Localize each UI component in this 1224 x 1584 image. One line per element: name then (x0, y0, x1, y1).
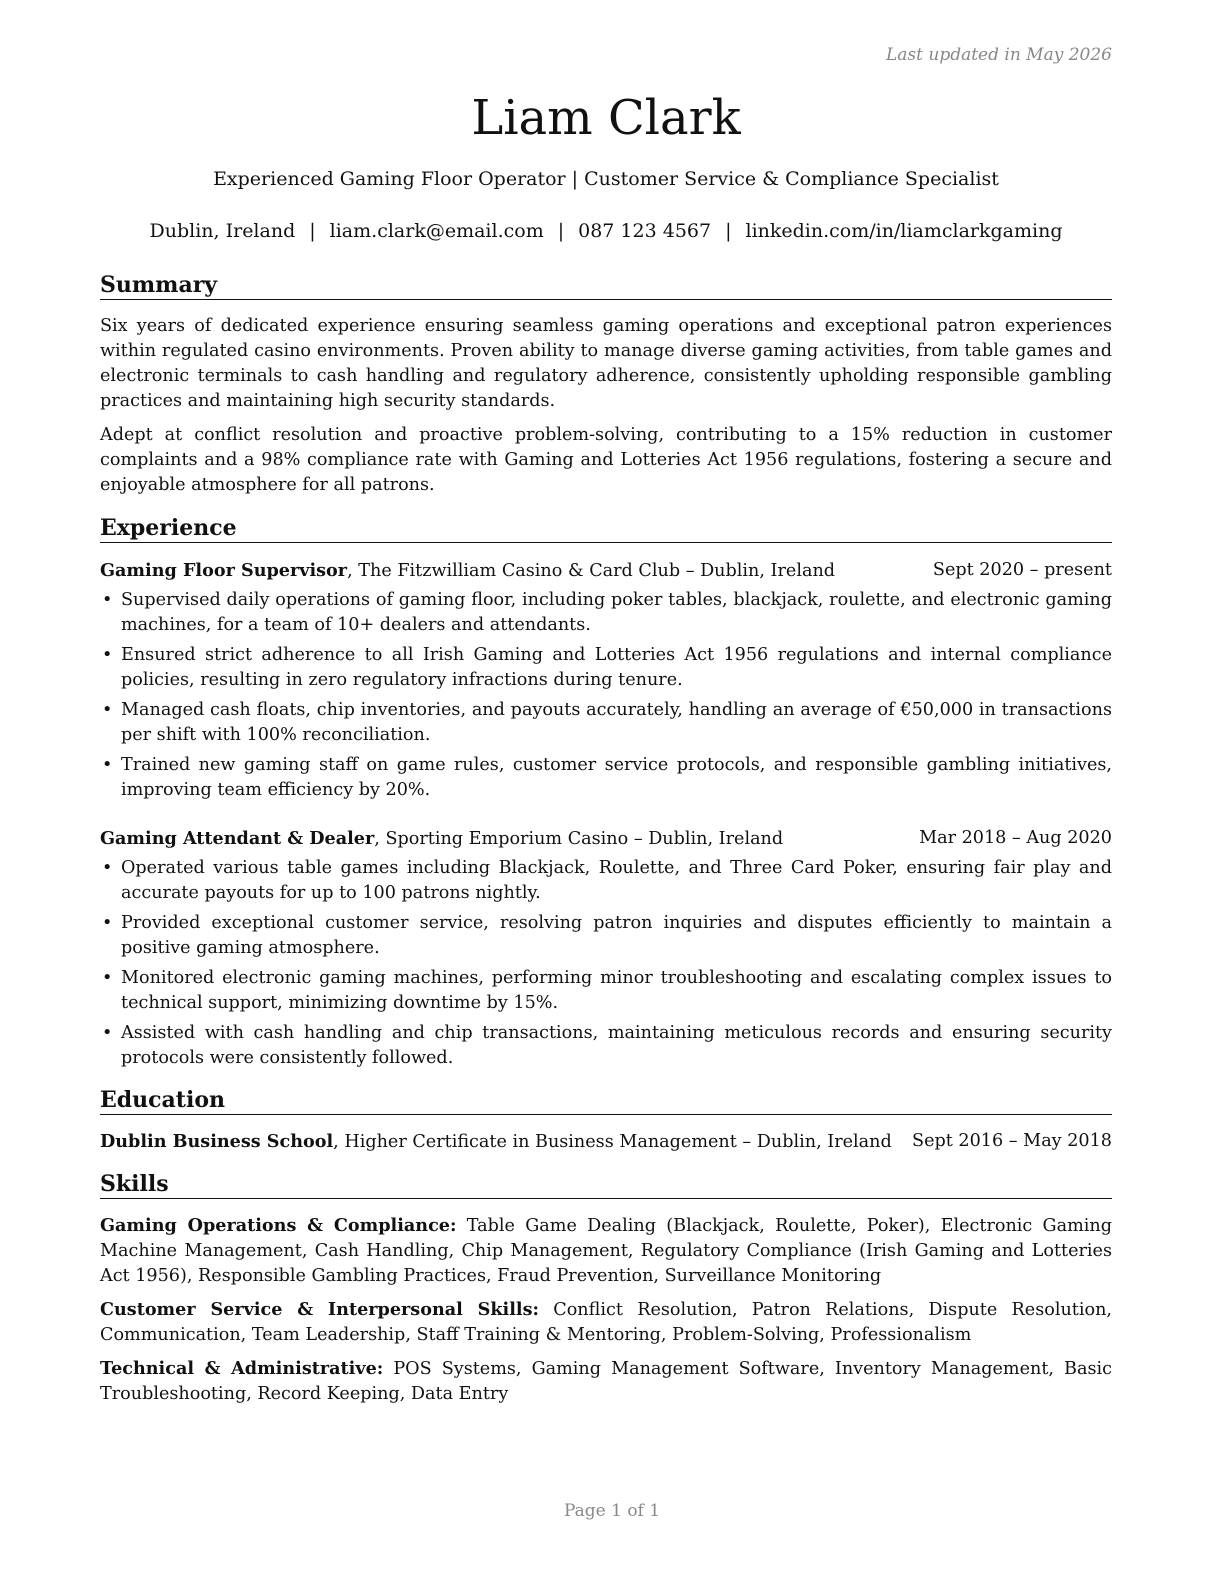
candidate-name: Liam Clark (471, 90, 741, 146)
job-bullets (100, 588, 1112, 808)
skill-group (100, 1213, 1112, 1289)
job-dates: Sept 2020 – present (932, 560, 1112, 580)
list-item: • Operated various table games including Blackjack, Roulette, and Three Card Poker, ensuring fair play and accurate payouts for up to 100 patrons nightly. (100, 856, 1112, 906)
list-item: • Monitored electronic gaming machines, performing minor troubleshooting and escalating complex issues to technical support, minimizing downtime by 15%. (100, 966, 1112, 1016)
job-header (100, 826, 1112, 852)
job-org: , Sporting Emporium Casino – Dublin, Ireland (374, 829, 784, 849)
list-item: • Managed cash floats, chip inventories, and payouts accurately, handling an average of €50,000 in transactions per shift with 100% reconciliation. (100, 698, 1112, 748)
job-org: , The Fitzwilliam Casino & Card Club – Dublin, Ireland (347, 561, 836, 581)
contact-line (100, 219, 1112, 243)
job-role: Gaming Attendant & Dealer (100, 828, 375, 849)
job-role: Gaming Floor Supervisor (100, 560, 348, 581)
contact-phone: 087 123 4567 (578, 220, 712, 242)
list-item: • Provided exceptional customer service, resolving patron inquiries and disputes efficiently to maintain a positive gaming atmosphere. (100, 911, 1112, 961)
contact-separator: | (725, 220, 732, 242)
skill-group-label: Customer Service & Interpersonal Skills: (100, 1299, 539, 1320)
list-item: • Ensured strict adherence to all Irish Gaming and Lotteries Act 1956 regulations and internal compliance policies, resulting in zero regulatory infractions during tenure. (100, 643, 1112, 693)
education-school: Dublin Business School (100, 1131, 334, 1152)
summary-paragraph: Adept at conflict resolution and proactive problem-solving, contributing to a 15% reduction in customer complaints and a 98% compliance rate with Gaming and Lotteries Act 1956 regulations, fostering a secure and enjoyable atmosphere for all patrons. (100, 425, 1112, 495)
skill-group-items: Table Game Dealing (Blackjack, Roulette, Poker), Electronic Gaming Machine Management, Cash Handling, Chip Management, Regulatory Compliance (Irish Gaming and Lotteries Act 1956), Responsible Gambling Practices, Fraud Prevention, Surveillance Monitoring (100, 1216, 1112, 1286)
education-dates: Sept 2016 – May 2018 (912, 1131, 1112, 1151)
summary-paragraph: Six years of dedicated experience ensuring seamless gaming operations and exceptional patron experiences within regulated casino environments. Proven ability to manage diverse gaming activities, from table games and electronic terminals to cash handling and regulatory adherence, consistently upholding responsible gambling practices and maintaining high security standards. (100, 316, 1112, 411)
job-bullets (100, 856, 1112, 1076)
section-title-education: Education (100, 1086, 1112, 1115)
education-detail: , Higher Certificate in Business Management – Dublin, Ireland (333, 1132, 892, 1152)
skill-group (100, 1356, 1112, 1407)
contact-linkedin[interactable]: linkedin.com/in/liamclarkgaming (745, 220, 1063, 242)
skill-group-label: Gaming Operations & Compliance: (100, 1215, 457, 1236)
list-item: • Assisted with cash handling and chip transactions, maintaining meticulous records and ensuring security protocols were consistently followed. (100, 1021, 1112, 1071)
last-updated-note: Last updated in May 2026 (885, 45, 1112, 65)
job-header (100, 558, 1112, 584)
list-item: • Trained new gaming staff on game rules, customer service protocols, and responsible gambling initiatives, improving team efficiency by 20%. (100, 753, 1112, 803)
skill-group-items: POS Systems, Gaming Management Software, Inventory Management, Basic Troubleshooting, Record Keeping, Data Entry (100, 1359, 1112, 1404)
skill-group (100, 1297, 1112, 1348)
skill-group-items: Conflict Resolution, Patron Relations, Dispute Resolution, Communication, Team Leadership, Staff Training & Mentoring, Problem-Solving, Professionalism (100, 1300, 1112, 1345)
contact-separator: | (557, 220, 565, 242)
contact-separator: | (309, 220, 316, 242)
contact-location: Dublin, Ireland (149, 220, 296, 242)
education-entry (100, 1129, 1112, 1155)
section-title-summary: Summary (100, 271, 1112, 300)
section-title-skills: Skills (100, 1170, 1112, 1199)
section-title-experience: Experience (100, 514, 1112, 543)
skill-group-label: Technical & Administrative: (100, 1358, 384, 1379)
page-footer: Page 1 of 1 (563, 1501, 661, 1521)
list-item: • Supervised daily operations of gaming floor, including poker tables, blackjack, roulette, and electronic gaming machines, for a team of 10+ dealers and attendants. (100, 588, 1112, 638)
headline: Experienced Gaming Floor Operator | Customer Service & Compliance Specialist (213, 168, 999, 190)
contact-email[interactable]: liam.clark@email.com (329, 220, 544, 242)
job-dates: Mar 2018 – Aug 2020 (919, 828, 1112, 848)
